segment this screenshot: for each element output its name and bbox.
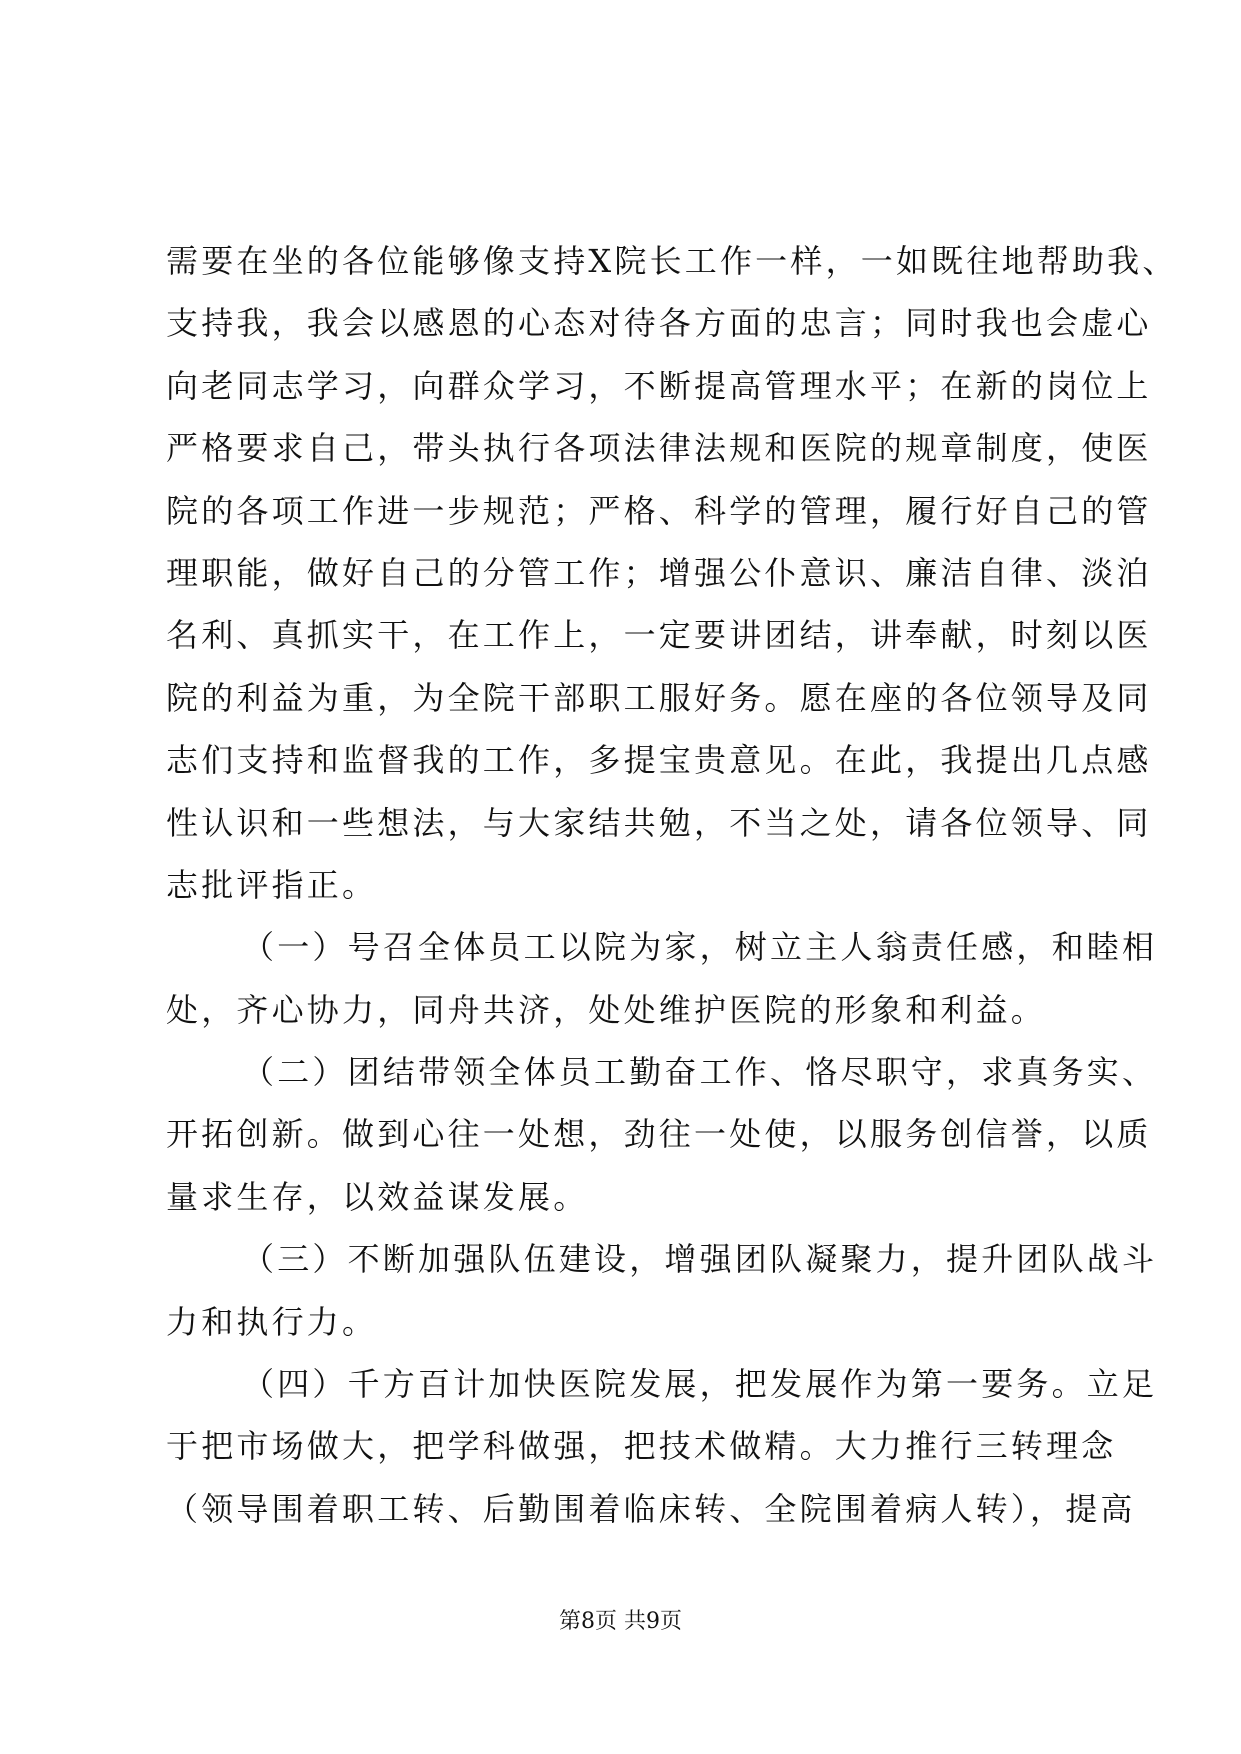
text-line: 严格要求自己，带头执行各项法律法规和医院的规章制度，使医 <box>166 429 1152 468</box>
text-line: （领导围着职工转、后勤围着临床转、全院围着病人转），提高 <box>166 1489 1136 1528</box>
text-line: 支持我，我会以感恩的心态对待各方面的忠言；同时我也会虚心 <box>166 304 1152 343</box>
text-line: 院的利益为重，为全院干部职工服好务。愿在座的各位领导及同 <box>166 678 1152 717</box>
text-line: 理职能，做好自己的分管工作；增强公仆意识、廉洁自律、淡泊 <box>166 553 1152 592</box>
text-line: 处，齐心协力，同舟共济，处处维护医院的形象和利益。 <box>166 990 1047 1029</box>
text-line: 性认识和一些想法，与大家结共勉，不当之处，请各位领导、同 <box>166 803 1152 842</box>
page-number-footer: 第8页 共9页 <box>559 1609 682 1634</box>
text-line: 名利、真抓实干，在工作上，一定要讲团结，讲奉献，时刻以医 <box>166 616 1152 655</box>
text-line: 开拓创新。做到心往一处想，劲往一处使，以服务创信誉，以质 <box>166 1115 1152 1154</box>
document-body <box>166 230 1178 1540</box>
text-line: 量求生存，以效益谋发展。 <box>166 1177 589 1216</box>
text-line: 志批评指正。 <box>166 865 378 904</box>
section-1-heading-line: （一）号召全体员工以院为家，树立主人翁责任感，和睦相 <box>242 928 1158 967</box>
text-line: 志们支持和监督我的工作，多提宝贵意见。在此，我提出几点感 <box>166 741 1152 780</box>
text-line: 力和执行力。 <box>166 1302 378 1341</box>
text-line: 院的各项工作进一步规范；严格、科学的管理，履行好自己的管 <box>166 491 1152 530</box>
text-line: 需要在坐的各位能够像支持X院长工作一样，一如既往地帮助我、 <box>166 242 1178 280</box>
section-3-heading-line: （三）不断加强队伍建设，增强团队凝聚力，提升团队战斗 <box>242 1240 1158 1279</box>
section-2-heading-line: （二）团结带领全体员工勤奋工作、恪尽职守，求真务实、 <box>242 1053 1158 1092</box>
section-4-heading-line: （四）千方百计加快医院发展，把发展作为第一要务。立足 <box>242 1365 1158 1404</box>
text-line: 向老同志学习，向群众学习，不断提高管理水平；在新的岗位上 <box>166 366 1152 405</box>
text-line: 于把市场做大，把学科做强，把技术做精。大力推行三转理念 <box>166 1427 1117 1466</box>
